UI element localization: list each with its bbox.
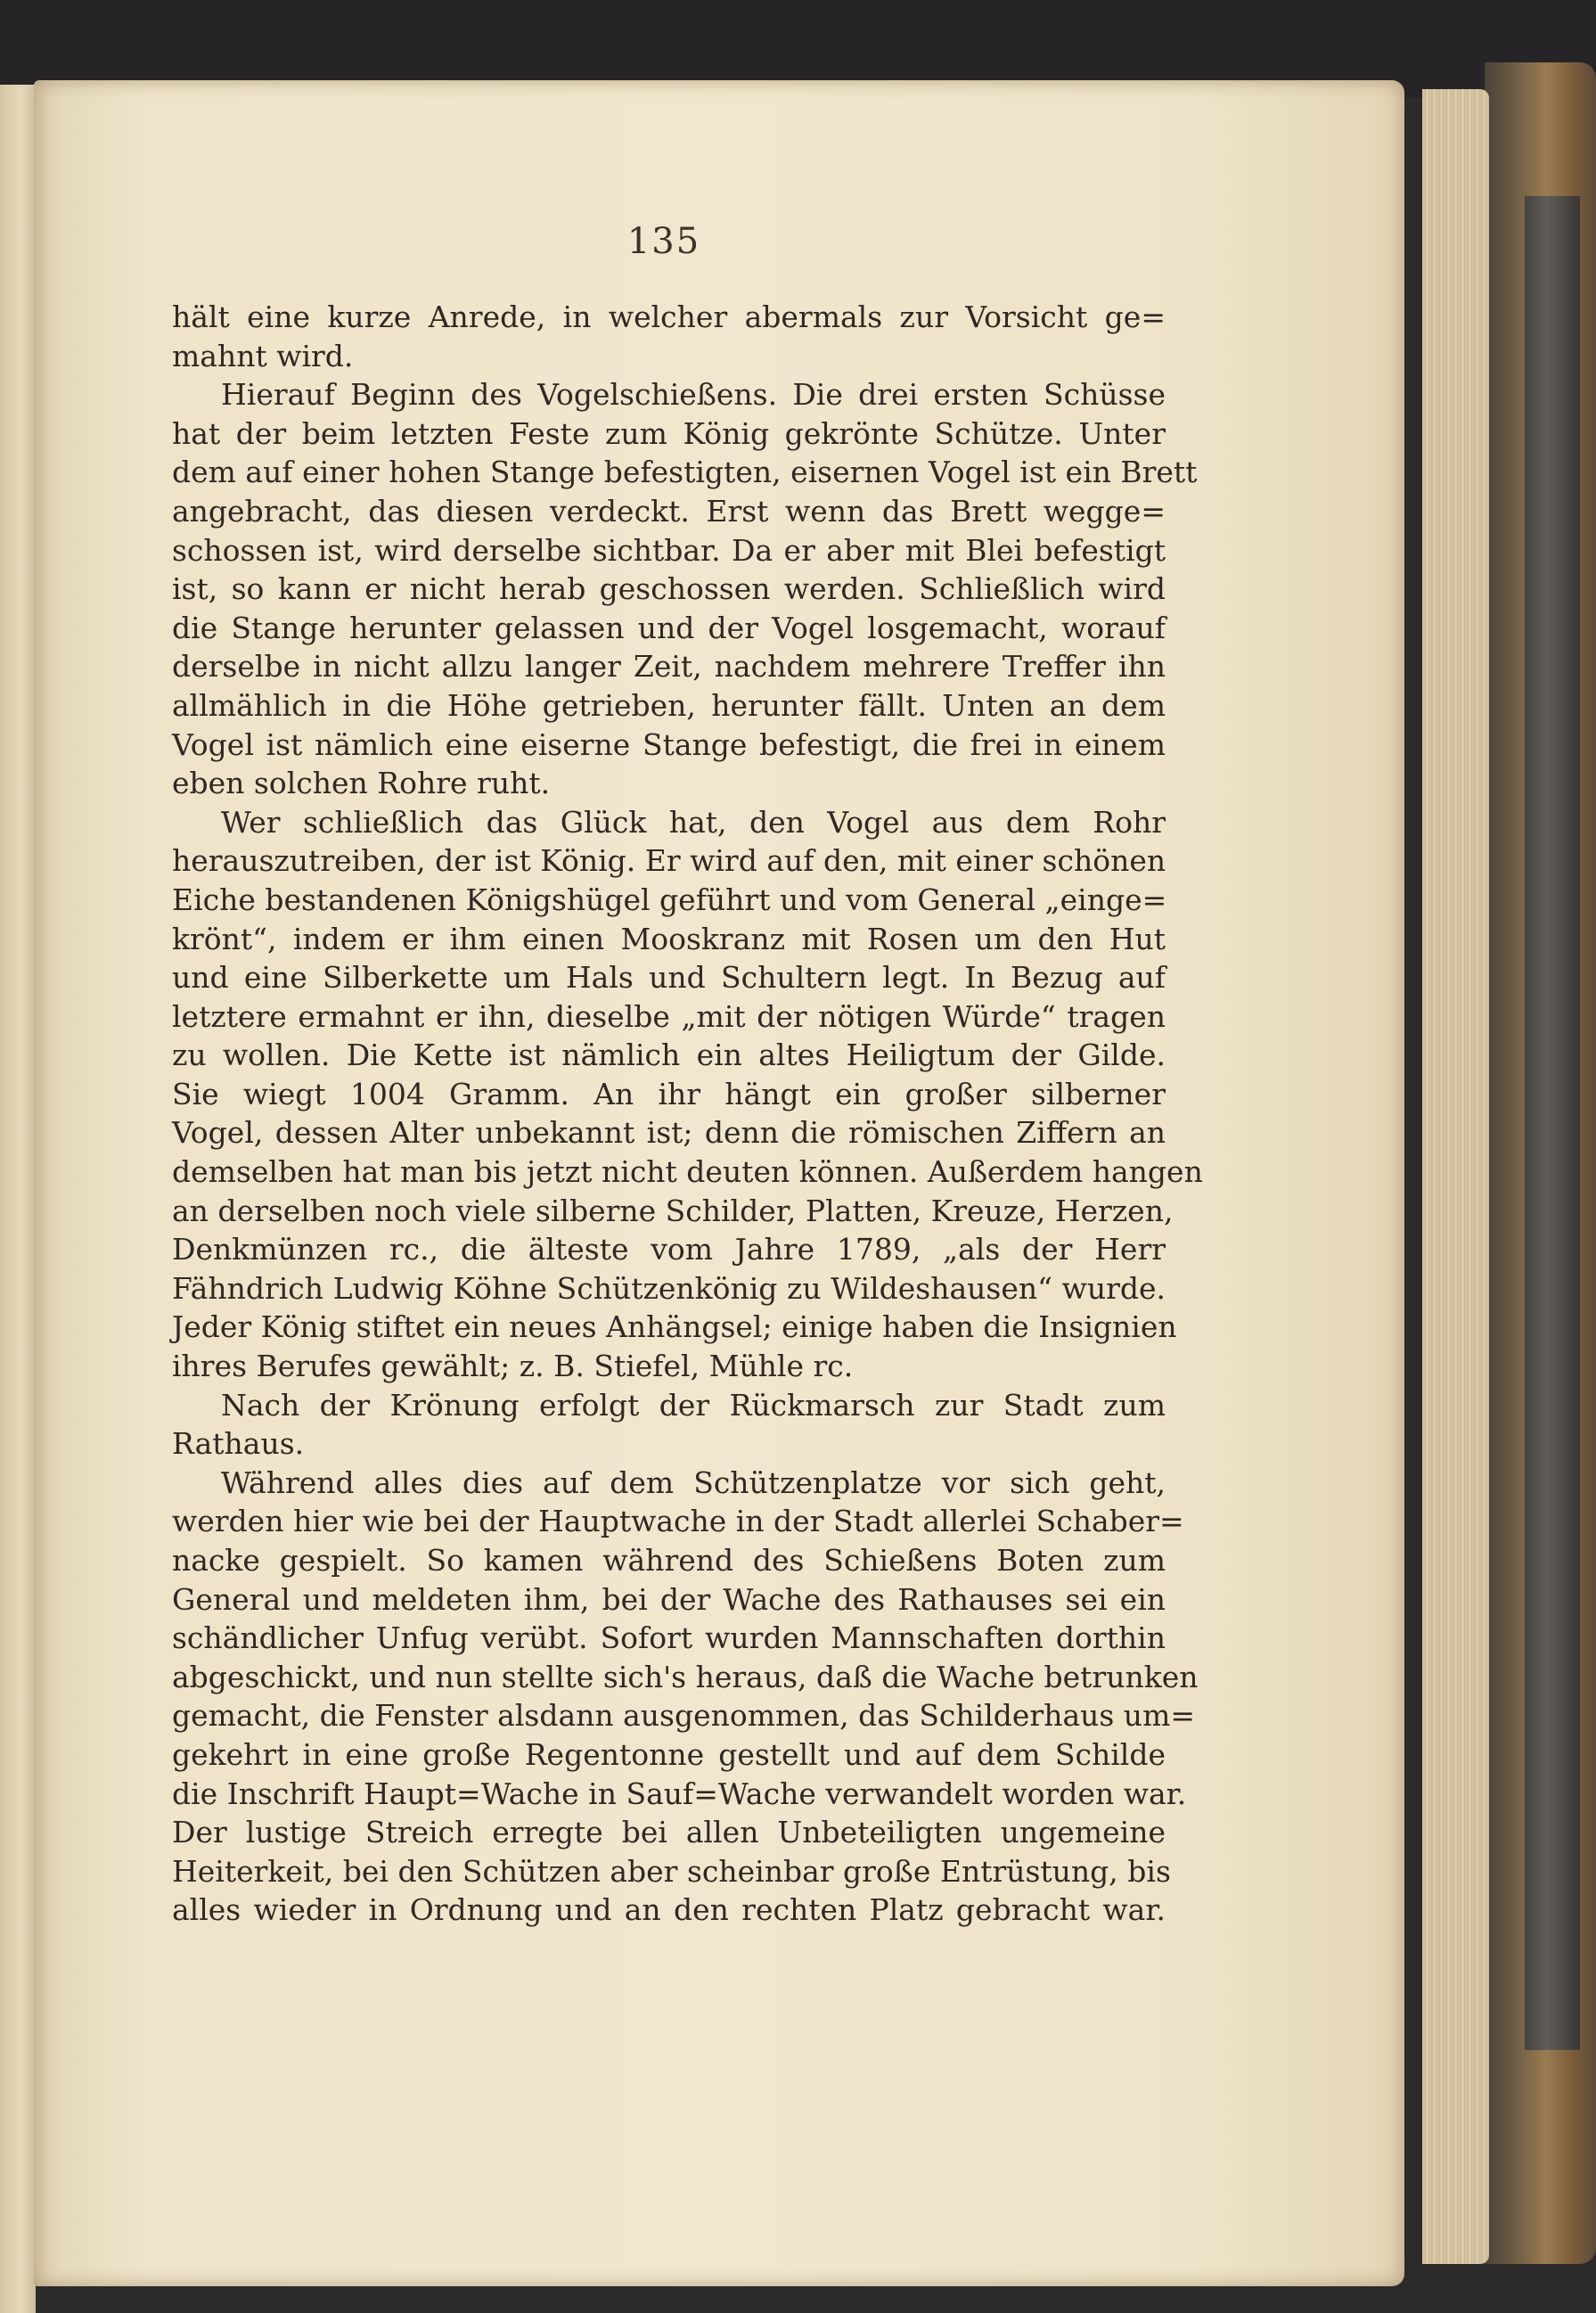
text-line: ist, so kann er nicht herab geschossen werden. Schließlich wird bbox=[172, 571, 1166, 607]
text-line: allmählich in die Höhe getrieben, herunter fällt. Unten an dem bbox=[172, 687, 1166, 723]
text-line: Nach der Krönung erfolgt der Rückmarsch zur Stadt zum bbox=[221, 1387, 1166, 1423]
text-line: Jeder König stiftet ein neues Anhängsel; einige haben die Insignien bbox=[172, 1309, 1177, 1345]
text-line: Während alles dies auf dem Schützenplatze vor sich geht, bbox=[221, 1464, 1166, 1500]
text-line: Eiche bestandenen Königshügel geführt und vom General „einge= bbox=[172, 882, 1167, 917]
page-stack-edges bbox=[1422, 89, 1489, 2264]
text-line: gemacht, die Fenster alsdann ausgenommen, das Schilderhaus um= bbox=[172, 1698, 1196, 1734]
text-line: Fähndrich Ludwig Köhne Schützenkönig zu Wildeshausen“ wurde. bbox=[172, 1270, 1166, 1306]
text-line: und eine Silberkette um Hals und Schultern legt. In Bezug auf bbox=[172, 960, 1166, 996]
text-line: ihres Berufes gewählt; z. B. Stiefel, Mühle rc. bbox=[172, 1349, 854, 1384]
text-line: mahnt wird. bbox=[172, 338, 354, 373]
text-line: nacke gespielt. So kamen während des Schießens Boten zum bbox=[172, 1543, 1166, 1578]
text-line: angebracht, das diesen verdeckt. Erst wenn das Brett wegge= bbox=[172, 493, 1166, 529]
text-line: werden hier wie bei der Hauptwache in der Stadt allerlei Schaber= bbox=[172, 1504, 1184, 1539]
body-text bbox=[172, 298, 1203, 1930]
text-line: zu wollen. Die Kette ist nämlich ein altes Heiligtum der Gilde. bbox=[172, 1038, 1166, 1073]
facing-page-edge bbox=[0, 85, 36, 2313]
text-line: abgeschickt, und nun stellte sich's heraus, daß die Wache betrunken bbox=[172, 1659, 1199, 1694]
text-line: herauszutreiben, der ist König. Er wird auf den, mit einer schönen bbox=[172, 843, 1166, 879]
text-line: Heiterkeit, bei den Schützen aber scheinbar große Entrüstung, bis bbox=[172, 1853, 1171, 1889]
text-line: derselbe in nicht allzu langer Zeit, nachdem mehrere Treffer ihn bbox=[172, 649, 1166, 685]
text-line: hält eine kurze Anrede, in welcher abermals zur Vorsicht ge= bbox=[172, 299, 1166, 334]
text-line: krönt“, indem er ihm einen Mooskranz mit Rosen um den Hut bbox=[172, 921, 1166, 956]
text-line: hat der beim letzten Feste zum König gekrönte Schütze. Unter bbox=[172, 415, 1166, 451]
book-cover-edge bbox=[1485, 62, 1596, 2264]
text-line: dem auf einer hohen Stange befestigten, eisernen Vogel ist ein Brett bbox=[172, 455, 1198, 490]
text-line: schossen ist, wird derselbe sichtbar. Da er aber mit Blei befestigt bbox=[172, 532, 1166, 568]
text-line: Wer schließlich das Glück hat, den Vogel aus dem Rohr bbox=[221, 804, 1166, 840]
text-line: die Stange herunter gelassen und der Vogel losgemacht, worauf bbox=[172, 610, 1166, 645]
text-line: Vogel ist nämlich eine eiserne Stange befestigt, die frei in einem bbox=[172, 726, 1166, 762]
text-line: General und meldeten ihm, bei der Wache des Rathauses sei ein bbox=[172, 1581, 1166, 1617]
text-line: Sie wiegt 1004 Gramm. An ihr hängt ein großer silberner bbox=[172, 1076, 1166, 1111]
text-line: Denkmünzen rc., die älteste vom Jahre 1789, „als der Herr bbox=[172, 1232, 1166, 1267]
text-line: Der lustige Streich erregte bei allen Unbeteiligten ungemeine bbox=[172, 1815, 1166, 1850]
text-line: Vogel, dessen Alter unbekannt ist; denn die römischen Ziffern an bbox=[172, 1115, 1166, 1151]
text-line: die Inschrift Haupt=Wache in Sauf=Wache verwandelt worden war. bbox=[172, 1776, 1187, 1811]
text-line: Hierauf Beginn des Vogelschießens. Die drei ersten Schüsse bbox=[221, 377, 1166, 413]
text-line: alles wieder in Ordnung und an den rechten Platz gebracht war. bbox=[172, 1892, 1166, 1928]
text-line: eben solchen Rohre ruht. bbox=[172, 766, 551, 801]
text-line: an derselben noch viele silberne Schilder, Platten, Kreuze, Herzen, bbox=[172, 1193, 1174, 1228]
text-line: schändlicher Unfug verübt. Sofort wurden Mannschaften dorthin bbox=[172, 1620, 1166, 1656]
book-spine-cloth bbox=[1525, 196, 1580, 2050]
page-number: 135 bbox=[626, 221, 701, 262]
text-line: demselben hat man bis jetzt nicht deuten können. Außerdem hangen bbox=[172, 1154, 1203, 1190]
text-line: Rathaus. bbox=[172, 1426, 305, 1462]
text-line: letztere ermahnt er ihn, dieselbe „mit der nötigen Würde“ tragen bbox=[172, 998, 1166, 1034]
text-line: gekehrt in eine große Regentonne gestellt und auf dem Schilde bbox=[172, 1736, 1166, 1772]
